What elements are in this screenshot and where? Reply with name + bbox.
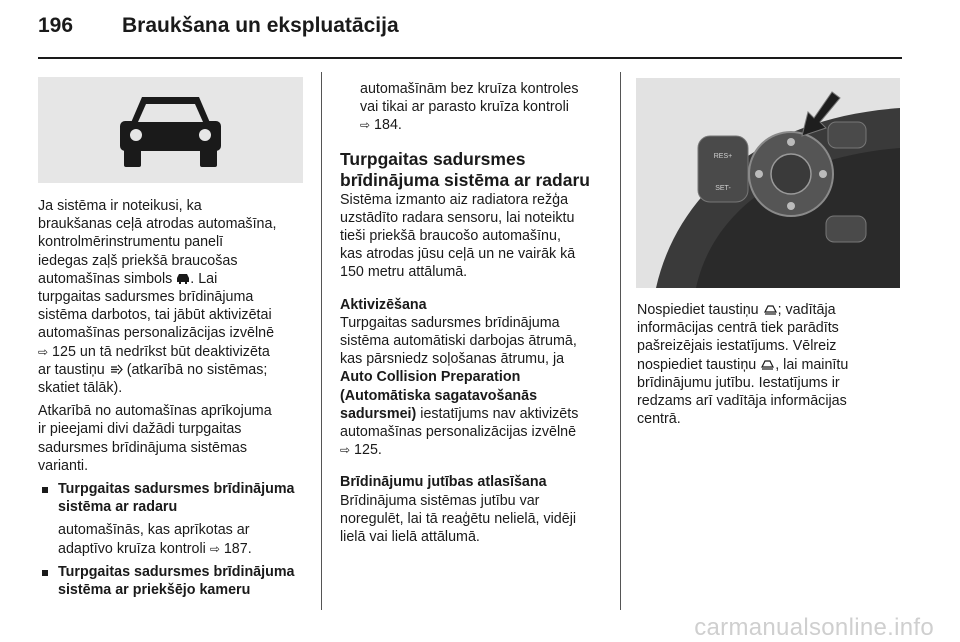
activation-paragraph: Turpgaitas sadursmes brīdinājuma sistēma automātiski darbojas ātrumā, kas pārsniedz soļošanas ātrumu, ja Auto Collision Preparation (Automātiska sagatavošanās sadursmei) iestatījums nav aktivizēts automašīnas personalizācijas izvēlnē ⇨ 125. [340,314,579,459]
right-column [637,301,902,428]
page-number: 196 [38,14,74,37]
page-header [38,14,399,38]
middle-column [340,80,612,546]
fcw-toggle-icon [109,363,123,376]
left-column [38,197,310,599]
car-symbol-illustration [38,77,303,183]
set-label: SET- [715,185,731,192]
steering-wheel-icon [636,78,900,288]
vehicle-distance-icon [760,358,775,371]
page-title: Braukšana un ekspluatācija [122,14,399,37]
bullet-icon [42,487,48,493]
column-divider-right [620,72,621,610]
variants-paragraph: Atkarībā no automašīnas aprīkojuma ir pieejami divi dažādi turpgaitas sadursmes brīdinājuma sistēmas varianti. [38,403,272,474]
res-label: RES+ [713,153,733,160]
sensitivity-paragraph: Brīdinājuma sistēmas jutību var noregulēt, lai tā reaģētu nelielā, vidēji lielā vai lielā attālumā. [340,492,577,546]
intro-paragraph: Ja sistēma ir noteikusi, ka braukšanas ceļā atrodas automašīna, kontrolmērinstrumentu panelī iedegas zaļš priekšā braucošas automašīnas simbols . Lai turpgaitas sadursmes brīdinājuma sistēma darbotos, tai jābūt aktivizētai automašīnas personalizācijas izvēlnē ⇨ 125 un tā nedrīkst būt deaktivizēta ar taustiņu (atkarībā no sistēmas; skatiet tālāk). [38,198,277,397]
car-front-icon [176,273,190,285]
column-divider-left [321,72,322,610]
watermark-link[interactable]: carmanualsonline.info [694,614,934,641]
steering-wheel-controls-photo [636,78,900,288]
car-front-icon [38,77,303,183]
footer [0,610,960,642]
sensitivity-instructions: Nospiediet taustiņu ; vadītāja informācijas centrā tiek parādīts pašreizējais iestatījums. Vēlreiz nospiediet taustiņu , lai mainītu brīdinājumu jutību. Iestatījums ir redzams arī vadītāja informācijas centrā. [637,302,849,428]
reference-arrow-icon: ⇨ [38,344,49,359]
section-heading: Turpgaitas sadursmes brīdinājuma sistēma ar radaru [340,148,590,190]
bullet-icon [42,570,48,576]
reference-arrow-icon: ⇨ [360,118,371,133]
reference-arrow-icon: ⇨ [209,541,220,556]
header-rule [38,57,902,59]
camera-variant-text: automašīnām bez kruīza kontroles vai tikai ar parasto kruīza kontroli ⇨ 184. [360,81,579,134]
bullet-radar-system: Turpgaitas sadursmes brīdinājuma sistēma ar radaru [38,480,310,516]
bullet-radar-text: automašīnās, kas aprīkotas ar adaptīvo kruīza kontroli ⇨ 187. [58,522,252,557]
bullet-camera-system: Turpgaitas sadursmes brīdinājuma sistēma ar priekšējo kameru [38,563,310,599]
activation-heading: Aktivizēšana [340,296,427,313]
vehicle-distance-icon [763,303,778,316]
sensitivity-heading: Brīdinājumu jutības atlasīšana [340,474,547,491]
radar-description: Sistēma izmanto aiz radiatora režģa uzstādīto radara sensoru, lai noteiktu tieši priekšā braucošo automašīnu, kas atrodas jūsu ceļā un ne vairāk kā 150 metru attālumā. [340,191,576,281]
reference-arrow-icon: ⇨ [340,443,351,458]
